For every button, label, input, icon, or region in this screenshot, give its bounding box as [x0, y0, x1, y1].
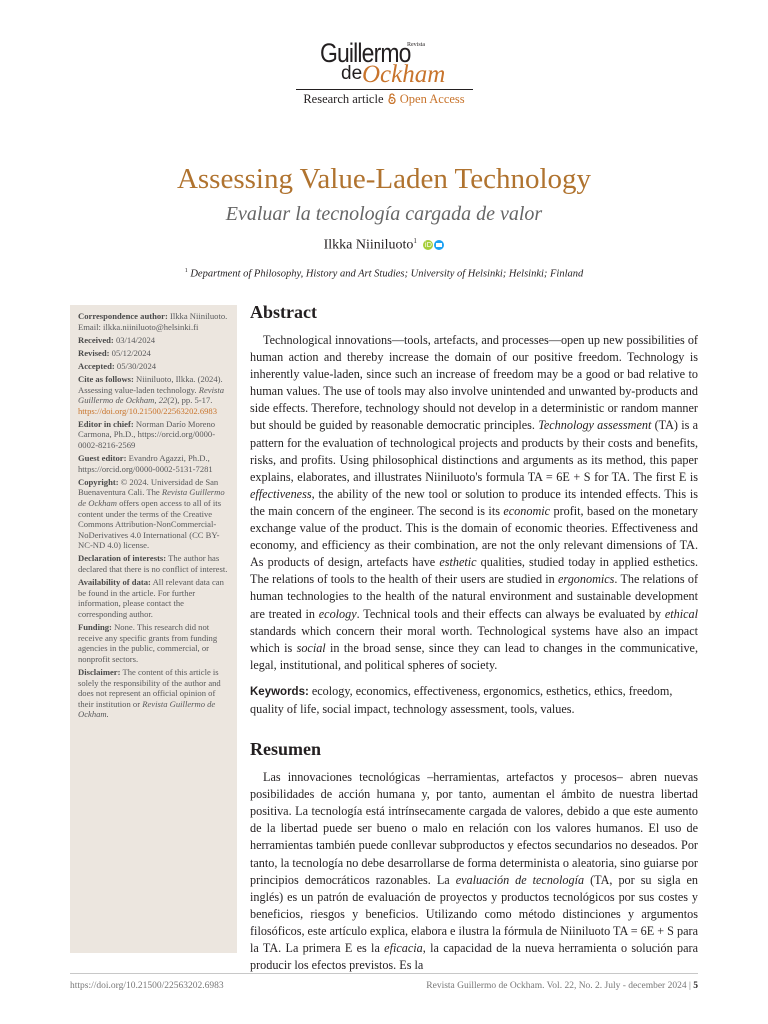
sidebar-guest-editor: Guest editor: Evandro Agazzi, Ph.D., https://orcid.org/0000-0002-5131-7281 — [78, 453, 213, 474]
sidebar-availability: Availability of data: All relevant data can be found in the article. For further information, please contact the corresponding author. — [78, 577, 224, 619]
logo-guillermo: Guillermo — [320, 38, 411, 68]
sidebar-revised: Revised: 05/12/2024 — [78, 347, 151, 358]
keywords-list: ecology, economics, effectiveness, ergonomics, esthetics, ethics, freedom, quality of life, social impact, technology assessment, tools, values. — [250, 683, 673, 716]
affiliation-mark: 1 — [184, 268, 188, 274]
footer-separator: | — [688, 981, 691, 991]
abstract-heading: Abstract — [250, 302, 317, 322]
sidebar-received: Received: 03/14/2024 — [78, 334, 156, 345]
footer-rule — [70, 973, 698, 974]
email-icon[interactable] — [434, 240, 444, 250]
article-type — [0, 92, 768, 107]
sidebar-copyright: Copyright: © 2024. Universidad de San Buenaventura Cali. The Revista Guillermo de Ockham offers open access to all of its content under the terms of the Creative Commons Attribution-NonCommercial-NoDerivatives 4.0 International (CC BY-NC-ND 4.0) license. — [78, 476, 225, 551]
logo-ockham: Ockham — [362, 61, 446, 88]
sidebar-correspondence: Correspondence author: Ilkka Niiniluoto. Email: ilkka.niiniluoto@helsinki.fi — [78, 311, 228, 332]
main-column — [250, 302, 698, 974]
sidebar-editor: Editor in chief: Norman Darío Moreno Carmona, Ph.D., https://orcid.org/0000-0002-8216-2569 — [78, 418, 216, 451]
affiliation — [0, 268, 768, 280]
article-type-label: Research article — [303, 92, 384, 106]
logo-revista: Revista — [407, 42, 425, 48]
open-access-icon — [388, 93, 396, 104]
journal-logo — [0, 28, 768, 108]
logo-rule — [296, 89, 473, 90]
author-name: Ilkka Niiniluoto — [323, 237, 414, 253]
affiliation-text: Department of Philosophy, History and Art Studies; University of Helsinki; Helsinki; Finland — [190, 268, 584, 280]
abstract-body: Technological innovations—tools, artefacts, and processes—open up new possibilities of human action and thereby increase the domain of our positive freedom. Technology is inherently value-laden, since such an increase of freedom may be a good or bad relative to human values. The use of tools may also involve unintended and unwanted by-products and side effects. Therefore, technology should not develop in a deterministic or random manner but should be guided by reasonable democratic principles. Technology assessment (TA) is a pattern for the evaluation of technological projects and products by their costs and benefits, risks, and profits. Using philosophical distinctions and arguments as its method, this paper explains, elaborates, and illustrates Niiniluoto's formula TA = 6E + S for TA. The first E is effectiveness, the ability of the new tool or solution to produce its intended effects. This is the main concern of the engineer. The second is its economic profit, based on the monetary exchange value of the product. This is the domain of economic theories. Effectiveness and economy, and efficiency as their combination, are not the only relevant dimensions of TA. As products of design, artefacts have esthetic qualities, studied today in applied esthetics. The relations of tools to the health of their users are studied in ergonomics. The relations of human technologies to the health of the natural environment and sustainable development are treated in ecology. Technical tools and their effects can always be evaluated by ethical standards which concern their moral worth. Technological systems have also an impact which is social in the broad sense, since they can lead to changes in the communicative, legal, institutional, and political spheres of society. — [250, 333, 699, 672]
sidebar-interests: Declaration of interests: The author has declared that there is no conflict of interest. — [78, 553, 228, 575]
orcid-icon[interactable]: iD — [424, 241, 433, 250]
keywords — [250, 683, 698, 718]
open-access-label: Open Access — [399, 92, 465, 106]
sidebar-accepted: Accepted: 05/30/2024 — [78, 360, 157, 371]
resumen-heading: Resumen — [250, 739, 321, 760]
article-subtitle: Evaluar la tecnología cargada de valor — [225, 203, 543, 225]
keywords-label: Keywords: — [250, 685, 309, 698]
footer-journal: Revista Guillermo de Ockham. Vol. 22, No. 2. July - december 2024 — [426, 981, 687, 991]
article-info-sidebar — [70, 305, 237, 953]
article-title: Assessing Value-Laden Technology — [176, 163, 592, 195]
resumen-body: Las innovaciones tecnológicas –herramientas, artefactos y procesos– abren nuevas posibilidades de acción humana y, por tanto, aumentan el ámbito de nuestra libertad positiva. La tecnología está intrínsecamente cargada de valores, debido a que este aumento de la libertad puede ser bueno o malo en relación con los valores humanos. El uso de herramientas también puede conllevar subproductos y efectos secundarios no deseados. Por tanto, la tecnología no debe desarrollarse de forma determinista o aleatoria, sino guiarse por principios democráticos razonables. La evaluación de tecnología (TA, por su sigla en inglés) es un patrón de evaluación de proyectos y productos tecnológicos por sus costes y beneficios, riesgos y beneficios. Utilizando como método distinciones y argumentos filosóficos, este artículo explica, elabora e ilustra la fórmula de Niiniluoto TA = 6E + S para la TA. La primera E es la eficacia, la capacidad de la nueva herramienta o solución para producir los efectos previstos. Es la — [250, 770, 699, 973]
footer-doi[interactable]: https://doi.org/10.21500/22563202.6983 — [70, 981, 224, 991]
sidebar-funding: Funding: None. This research did not receive any specific grants from funding agencies in the public, commercial, or nonprofit sectors. — [78, 622, 218, 664]
author-line — [0, 237, 768, 254]
doi-link[interactable]: https://doi.org/10.21500/22563202.6983 — [78, 405, 218, 416]
author-affil-mark: 1 — [413, 237, 417, 245]
sidebar-cite: Cite as follows: Niiniluoto, Ilkka. (2024). Assessing value-laden technology. Revista Guillermo de Ockham, 22(2), pp. 5-17. https://doi.org/10.21500/22563202.6983 — [78, 373, 224, 416]
page-number: 5 — [693, 981, 698, 991]
sidebar-disclaimer: Disclaimer: The content of this article is solely the responsibility of the author and does not represent an official opinion of their institution or Revista Guillermo de Ockham. — [78, 666, 221, 720]
logo-de: de — [341, 63, 363, 84]
footer-journal-info — [426, 981, 698, 991]
